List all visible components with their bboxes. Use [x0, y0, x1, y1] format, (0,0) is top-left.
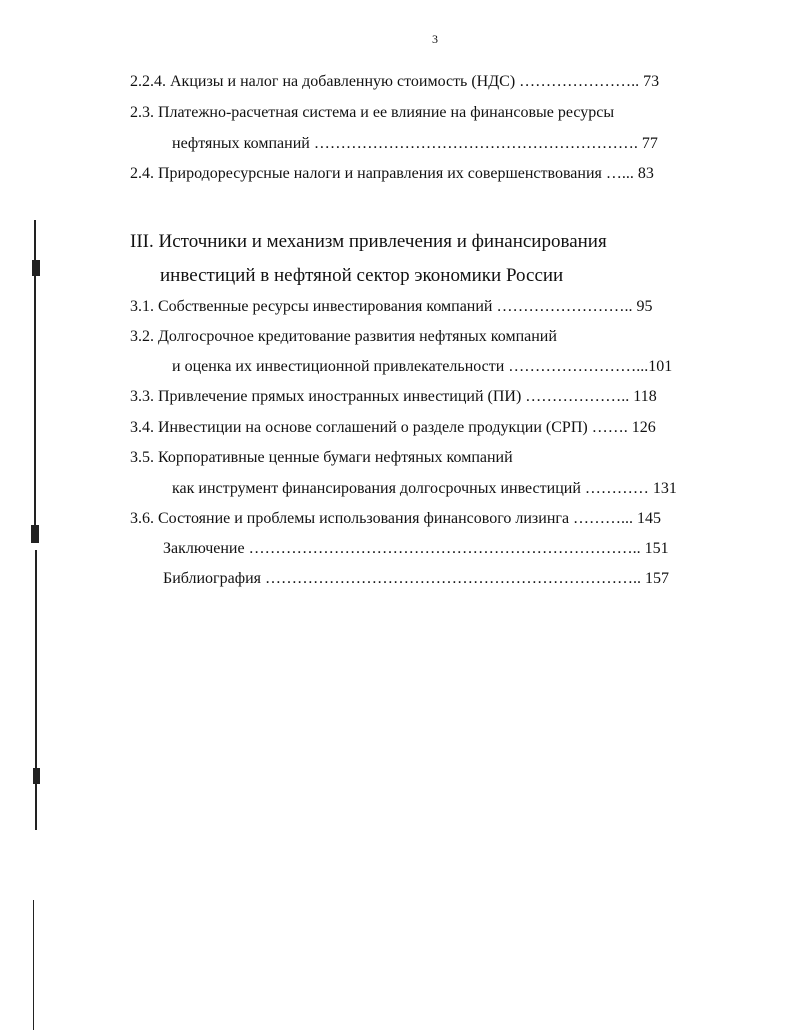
scan-mark [32, 260, 40, 276]
toc-entry-3-5-line2: как инструмент финансирования долгосрочных инвестиций ………… 131 [172, 480, 677, 497]
toc-entry-3-2-line2: и оценка их инвестиционной привлекательности ……………………...101 [172, 358, 673, 375]
toc-entry-conclusion: Заключение ……………………………………………………………….. 151 [163, 540, 669, 557]
page-number: 3 [432, 32, 438, 46]
toc-entry-2-4: 2.4. Природоресурсные налоги и направления их совершенствования …... 83 [130, 165, 654, 182]
scan-mark [31, 525, 39, 543]
toc-entry-3-2-line1: 3.2. Долгосрочное кредитование развития нефтяных компаний [130, 328, 557, 345]
toc-entry-3-3: 3.3. Привлечение прямых иностранных инвестиций (ПИ) ……………….. 118 [130, 388, 657, 405]
toc-entry-3-6: 3.6. Состояние и проблемы использования финансового лизинга ………... 145 [130, 510, 662, 527]
scan-mark [33, 900, 34, 1030]
scan-mark [33, 768, 40, 784]
section-3-heading-line2: инвестиций в нефтяной сектор экономики России [160, 265, 564, 286]
toc-entry-3-1: 3.1. Собственные ресурсы инвестирования компаний …………………….. 95 [130, 298, 653, 315]
scan-mark [35, 550, 37, 830]
toc-entry-2-3-line2: нефтяных компаний ……………………………………………………. 77 [172, 135, 658, 152]
toc-entry-3-4: 3.4. Инвестиции на основе соглашений о разделе продукции (СРП) ……. 126 [130, 419, 656, 436]
toc-entry-3-5-line1: 3.5. Корпоративные ценные бумаги нефтяных компаний [130, 449, 513, 466]
toc-entry-2-2-4: 2.2.4. Акцизы и налог на добавленную стоимость (НДС) ………………….. 73 [130, 73, 660, 90]
toc-entry-bibliography: Библиография …………………………………………………………….. 157 [163, 570, 669, 587]
scan-edge-artifact [30, 200, 44, 1034]
section-3-heading-line1: III. Источники и механизм привлечения и финансирования [130, 231, 607, 252]
toc-entry-2-3-line1: 2.3. Платежно-расчетная система и ее влияние на финансовые ресурсы [130, 104, 615, 121]
